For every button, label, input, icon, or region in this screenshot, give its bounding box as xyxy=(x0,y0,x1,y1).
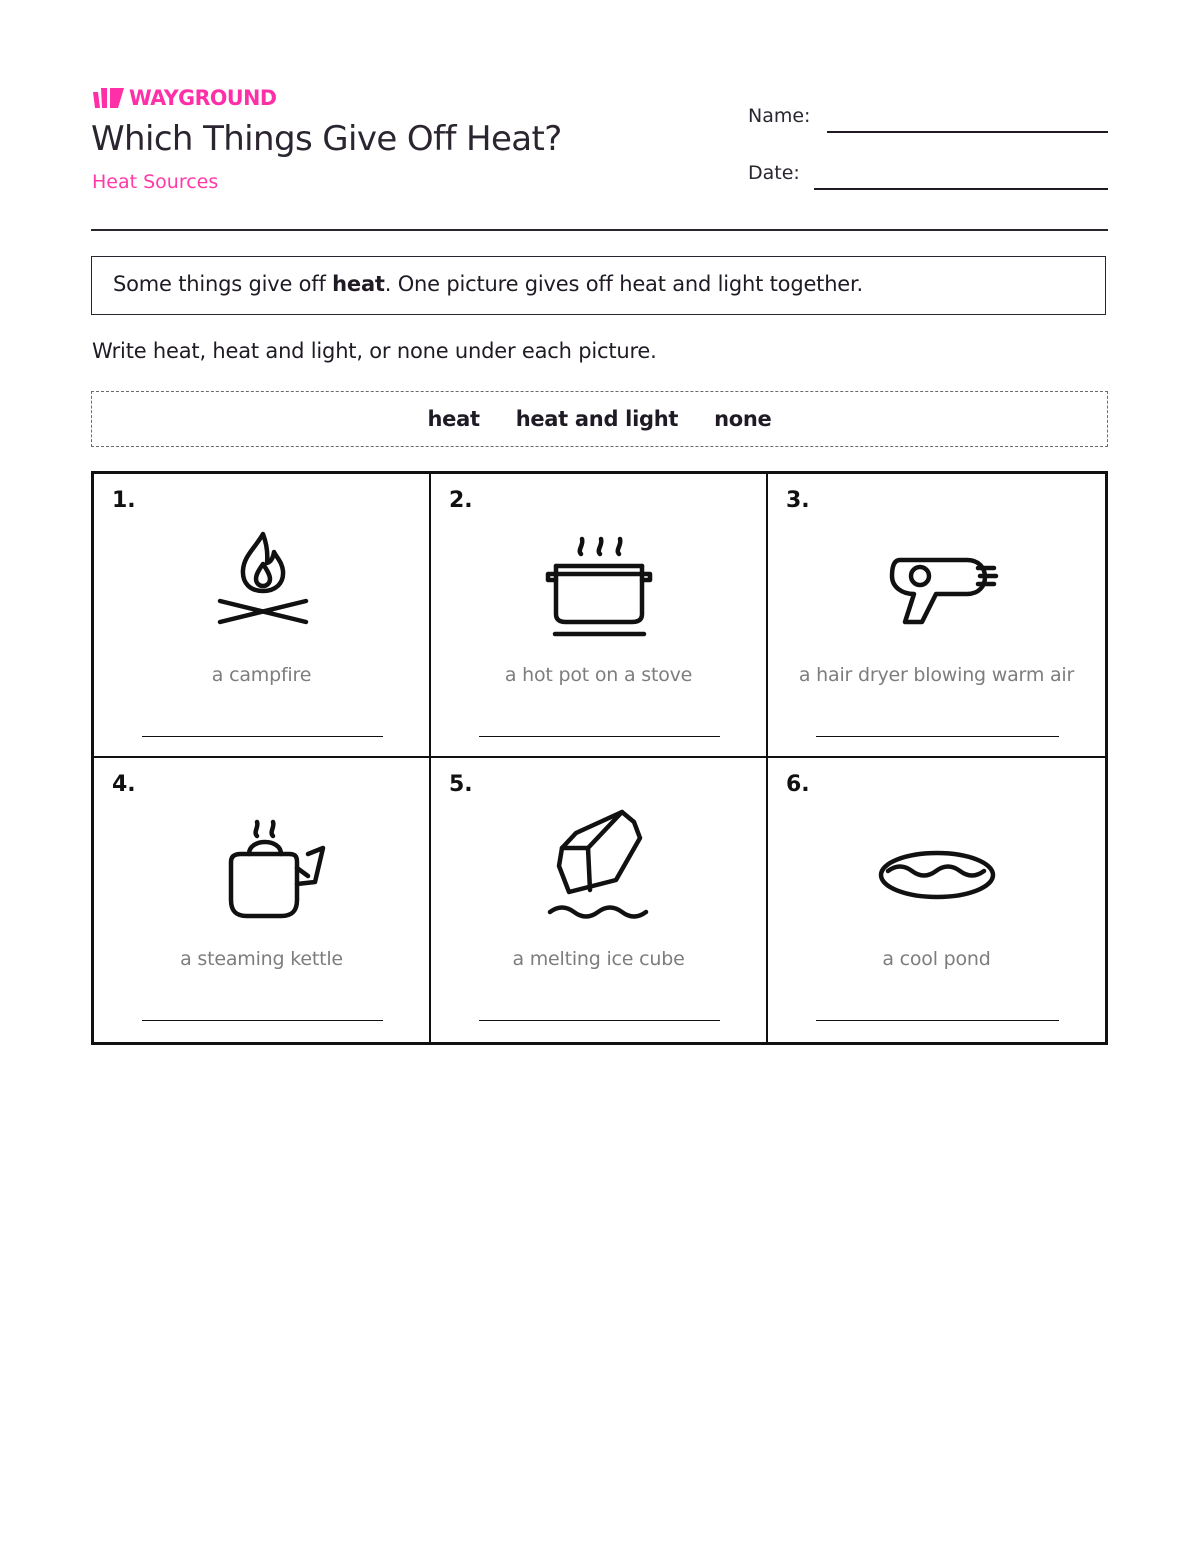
word-bank-item: none xyxy=(714,407,772,431)
item-caption: a hot pot on a stove xyxy=(504,664,693,686)
date-field[interactable] xyxy=(814,188,1108,190)
brand-name: WAYGROUND xyxy=(129,86,277,110)
page-title: Which Things Give Off Heat? xyxy=(91,119,562,159)
name-label: Name: xyxy=(748,105,811,127)
item-caption: a steaming kettle xyxy=(180,948,343,970)
answer-line[interactable] xyxy=(816,736,1059,737)
campfire-icon xyxy=(197,524,327,644)
header-divider xyxy=(91,229,1108,231)
grid-cell xyxy=(431,474,768,758)
answer-line[interactable] xyxy=(479,736,720,737)
ice-cube-icon xyxy=(534,808,664,928)
item-number: 2. xyxy=(449,488,473,513)
answer-line[interactable] xyxy=(142,736,383,737)
brand-logo xyxy=(92,86,280,110)
grid-cell xyxy=(94,474,431,758)
item-caption: a hair dryer blowing warm air xyxy=(798,664,1075,686)
grid-cell xyxy=(768,758,1105,1042)
item-number: 5. xyxy=(449,772,473,797)
word-bank-item: heat xyxy=(427,407,480,431)
grid-cell xyxy=(94,758,431,1042)
item-caption: a campfire xyxy=(211,664,312,686)
intro-bold-word: heat xyxy=(332,272,385,296)
hot-pot-icon xyxy=(534,524,664,644)
item-number: 1. xyxy=(112,488,136,513)
word-bank xyxy=(91,391,1108,447)
answer-line[interactable] xyxy=(479,1020,720,1021)
page-subtitle: Heat Sources xyxy=(92,171,219,193)
pond-icon xyxy=(872,808,1002,928)
answer-line[interactable] xyxy=(142,1020,383,1021)
grid-cell xyxy=(768,474,1105,758)
intro-text: Some things give off heat. One picture gives off heat and light together. xyxy=(113,272,864,296)
item-number: 3. xyxy=(786,488,810,513)
picture-grid xyxy=(91,471,1108,1045)
instruction: Write heat, heat and light, or none under each picture. xyxy=(92,339,657,363)
item-number: 4. xyxy=(112,772,136,797)
word-bank-item: heat and light xyxy=(515,407,679,431)
date-label: Date: xyxy=(748,162,800,184)
answer-line[interactable] xyxy=(816,1020,1059,1021)
item-caption: a cool pond xyxy=(882,948,991,970)
hair-dryer-icon xyxy=(872,524,1002,644)
intro-box xyxy=(91,256,1106,315)
grid-cell xyxy=(431,758,768,1042)
item-caption: a melting ice cube xyxy=(512,948,685,970)
name-field[interactable] xyxy=(827,131,1108,133)
item-number: 6. xyxy=(786,772,810,797)
kettle-icon xyxy=(197,808,327,928)
wayground-logo-icon xyxy=(92,86,126,110)
